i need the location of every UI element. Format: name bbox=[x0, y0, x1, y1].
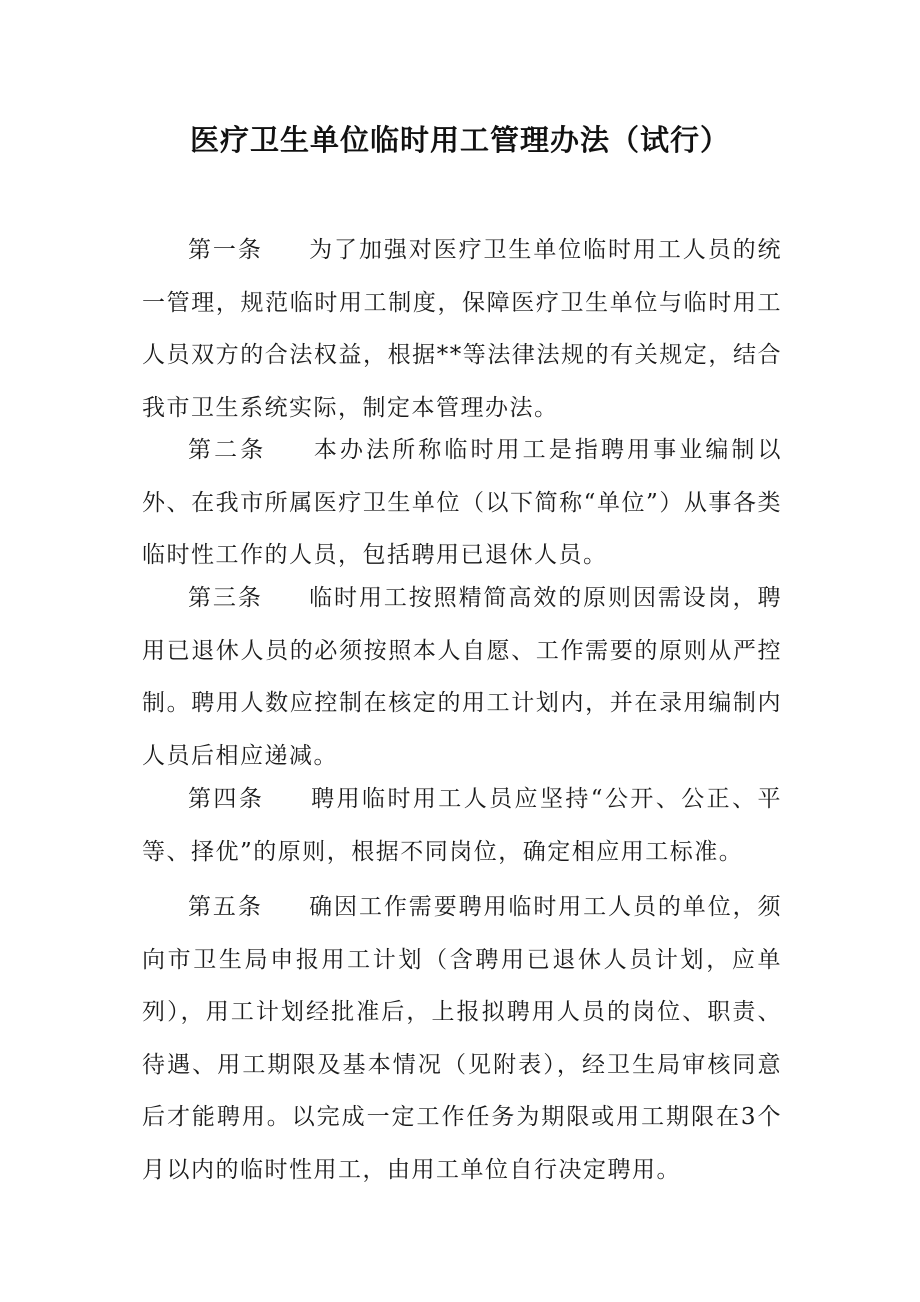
article-1-text: 为了加强对医疗卫生单位临时用工人员的统一管理，规范临时用工制度，保障医疗卫生单位与临时用工人员双方的合法权益，根据**等法律法规的有关规定，结合我市卫生系统实际，制定本管理办法。 bbox=[142, 237, 783, 421]
article-4-text: 聘用临时用工人员应坚持“公开、公正、平等、择优”的原则，根据不同岗位，确定相应用工标准。 bbox=[142, 786, 782, 865]
article-3 bbox=[142, 572, 782, 782]
article-2 bbox=[142, 424, 782, 582]
article-1-number: 第一条 bbox=[188, 237, 263, 263]
article-4-number: 第四条 bbox=[188, 786, 265, 812]
article-4 bbox=[142, 773, 782, 878]
article-2-text: 本办法所称临时用工是指聘用事业编制以外、在我市所属医疗卫生单位（以下简称“单位”）从事各类临时性工作的人员，包括聘用已退休人员。 bbox=[142, 437, 783, 568]
article-5-text: 确因工作需要聘用临时用工人员的单位，须向市卫生局申报用工计划（含聘用已退休人员计划，应单列），用工计划经批准后，上报拟聘用人员的岗位、职责、待遇、用工期限及基本情况（见附表），经卫生局审核同意后才能聘用。以完成一定工作任务为期限或用工期限在3个月以内的临时性用工，由用工单位自行决定聘用。 bbox=[142, 894, 783, 1183]
article-3-number: 第三条 bbox=[188, 585, 263, 611]
article-2-number: 第二条 bbox=[188, 437, 267, 463]
article-5 bbox=[142, 881, 782, 1196]
document-title: 医疗卫生单位临时用工管理办法（试行） bbox=[189, 123, 730, 157]
article-3-text: 临时用工按照精简高效的原则因需设岗，聘用已退休人员的必须按照本人自愿、工作需要的原则从严控制。聘用人数应控制在核定的用工计划内，并在录用编制内人员后相应递减。 bbox=[142, 585, 783, 769]
article-5-number: 第五条 bbox=[188, 894, 263, 920]
article-1 bbox=[142, 224, 782, 434]
